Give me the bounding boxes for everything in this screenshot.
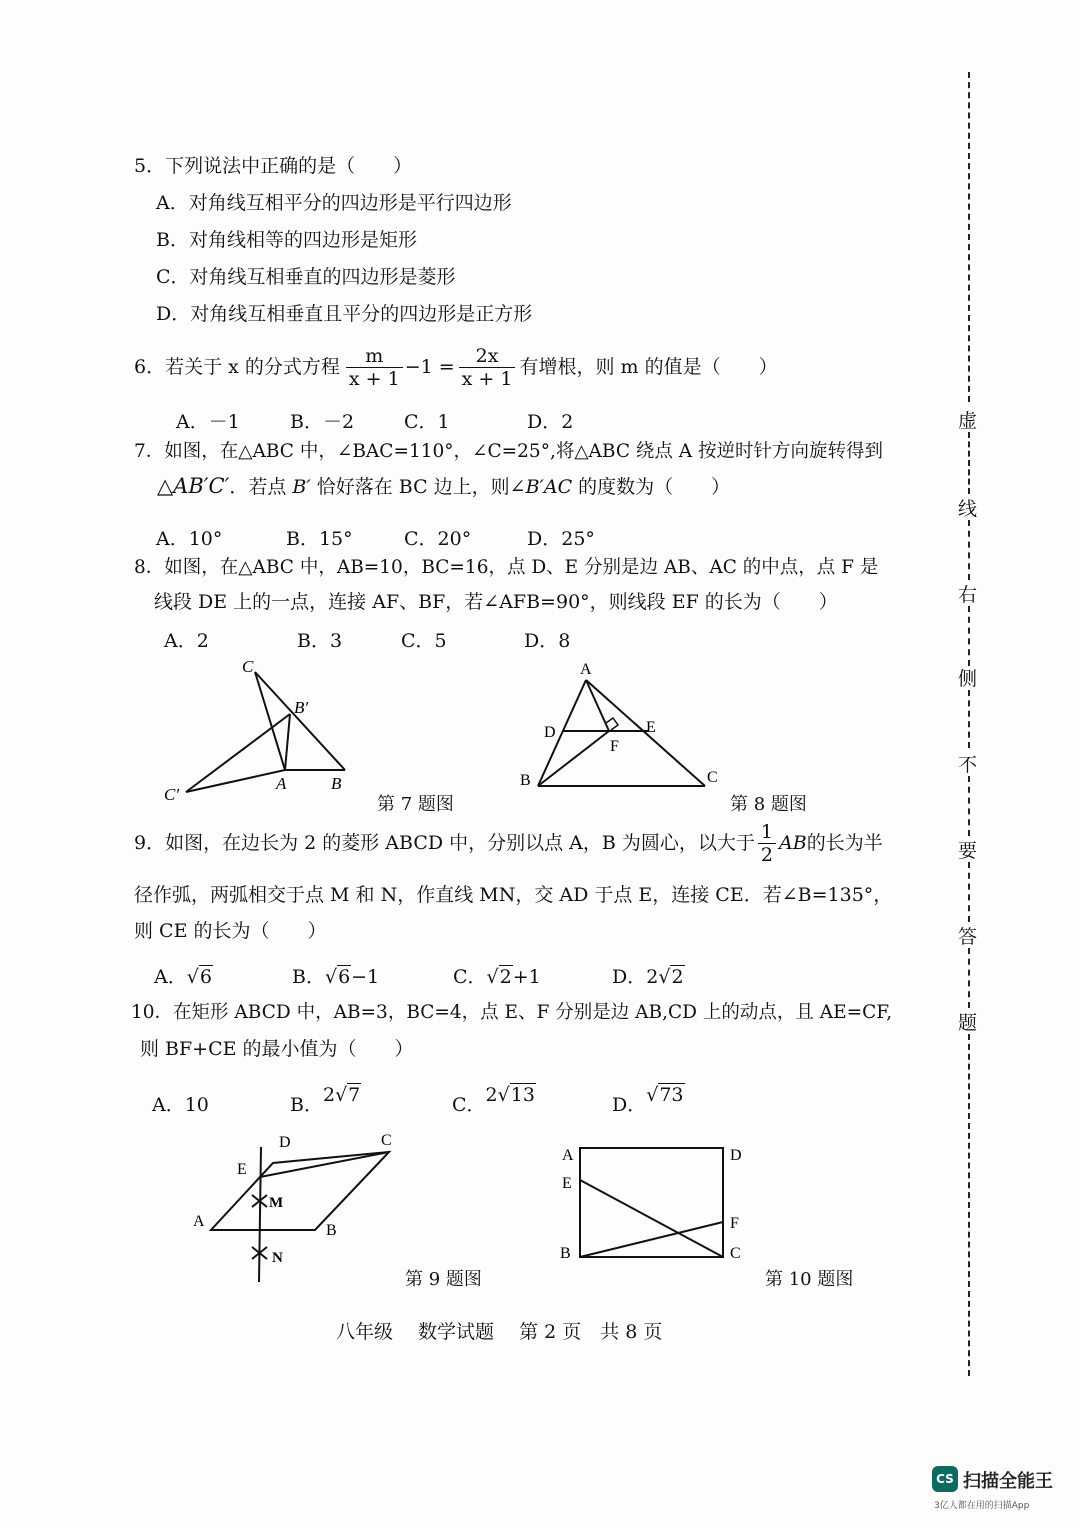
q10-option-c — [452, 1080, 536, 1116]
q8-option-b: B．3 — [297, 630, 343, 652]
fig8-label-e: E — [646, 719, 656, 736]
radical-sign: √ — [324, 966, 338, 988]
q10-option-b-radicand: 7 — [348, 1084, 361, 1106]
q10-option-c-label: C． — [452, 1094, 486, 1116]
figure-10-caption: 第 10 题图 — [765, 1269, 854, 1290]
q9-line-1-post: 的长为半 — [806, 832, 883, 854]
fig7-label-a: A — [276, 774, 287, 793]
q6-stem-post: 有增根，则 m 的值是（ ） — [519, 356, 778, 378]
fig10-label-c: C — [730, 1245, 741, 1262]
fig7-label-b: B — [331, 774, 342, 793]
q9-fraction-numerator: 1 — [758, 821, 776, 844]
q9-option-b-radicand: 6 — [338, 966, 351, 988]
side-dashed-line-segment — [968, 432, 970, 494]
side-dashed-line-segment — [968, 690, 970, 748]
fig10-segment-e-c — [580, 1180, 723, 1257]
side-dashed-line-segment — [968, 72, 970, 402]
figure-8-caption: 第 8 题图 — [730, 794, 807, 815]
radical-sign: √ — [335, 1084, 348, 1106]
q9-line-1 — [134, 815, 883, 871]
q7-line-2-c: 恰好落在 BC 边上，则 — [310, 476, 510, 498]
q10-option-b-label: B． — [290, 1094, 323, 1116]
q9-option-d-coefficient: 2 — [646, 966, 659, 988]
q9-option-b-tail: −1 — [351, 966, 380, 988]
q10-option-b-coefficient: 2 — [322, 1084, 336, 1106]
q9-option-a-radicand: 6 — [199, 966, 212, 988]
q6-stem — [134, 342, 778, 392]
q7-line-1: 7．如图，在△ABC 中，∠BAC=110°，∠C=25°,将△ABC 绕点 A 按逆时针方向旋转得到 — [134, 441, 884, 462]
q9-option-d-radicand: 2 — [671, 966, 684, 988]
figure-9-caption: 第 9 题图 — [405, 1269, 482, 1290]
q9-fraction-denominator: 2 — [760, 843, 774, 866]
side-dashed-line-segment — [968, 862, 970, 922]
side-char-7: 答 — [958, 926, 978, 948]
fig9-label-b: B — [326, 1222, 337, 1239]
radical-sign: √ — [658, 966, 671, 988]
fig8-label-a: A — [580, 661, 592, 678]
figure-8 — [510, 652, 730, 792]
q8-line-1: 8．如图，在△ABC 中，AB=10，BC=16，点 D、E 分别是边 AB、AC 的中点，点 F 是 — [134, 557, 879, 578]
fig9-label-d: D — [279, 1134, 291, 1151]
q7-line-2-e: 的度数为（ ） — [572, 476, 731, 498]
fig9-label-m: M — [269, 1195, 284, 1211]
q7-point-b-prime: B′ — [292, 476, 311, 498]
radical-sign: √ — [497, 1084, 510, 1106]
side-dashed-line-segment — [968, 1034, 970, 1376]
figure-7-caption: 第 7 题图 — [377, 794, 454, 815]
fig9-label-c: C — [381, 1132, 392, 1149]
fig9-line-mn — [259, 1147, 261, 1282]
q9-option-a-label: A． — [154, 966, 187, 988]
fig7-label-c: C — [242, 657, 254, 676]
fig7-segment-bp-a — [285, 714, 290, 770]
side-dashed-line-segment — [968, 606, 970, 666]
q7-option-b: B．15° — [286, 528, 353, 550]
side-char-1: 虚 — [958, 410, 978, 432]
camscanner-logo-icon: CS — [932, 1466, 958, 1492]
q6-fraction-2 — [459, 345, 516, 390]
q9-option-b-label: B． — [292, 966, 325, 988]
q10-option-b — [290, 1080, 361, 1116]
q10-option-a: A．10 — [152, 1094, 209, 1116]
figure-7 — [150, 650, 380, 810]
q8-line-2: 线段 DE 上的一点，连接 AF、BF，若∠AFB=90°，则线段 EF 的长为（ ） — [154, 591, 838, 613]
radical-sign: √ — [646, 1084, 659, 1106]
side-char-3: 右 — [958, 584, 978, 606]
q10-option-d-radicand: 73 — [659, 1084, 684, 1106]
side-char-8: 题 — [958, 1012, 978, 1034]
q7-triangle-abc-prime: △AB′C′ — [157, 474, 230, 498]
q10-option-d — [612, 1080, 685, 1116]
q5-option-d: D．对角线互相垂直且平分的四边形是正方形 — [156, 303, 533, 325]
fig10-rectangle-abcd — [580, 1148, 723, 1257]
q6-fraction-2-numerator: 2x — [459, 345, 516, 368]
q10-line-2: 则 BF+CE 的最小值为（ ） — [140, 1038, 414, 1060]
radical-sign: √ — [486, 966, 499, 988]
q9-option-c — [453, 962, 541, 989]
q7-angle-bac: ∠B′AC — [509, 476, 573, 498]
q7-option-c: C．20° — [404, 528, 472, 550]
q10-option-c-radicand: 13 — [510, 1084, 535, 1106]
q9-fraction-half — [758, 821, 776, 866]
figure-9 — [185, 1125, 415, 1287]
fig9-label-a: A — [193, 1213, 205, 1230]
fig7-segment-c-b — [255, 672, 345, 770]
radical-sign: √ — [186, 966, 199, 988]
fig10-label-d: D — [730, 1147, 742, 1164]
fig7-label-b-prime: B′ — [294, 698, 309, 717]
fig8-label-b: B — [520, 772, 531, 789]
q6-option-d: D．2 — [527, 411, 574, 433]
side-char-2: 线 — [958, 498, 978, 520]
q9-option-a — [154, 962, 213, 989]
fig10-label-a: A — [562, 1147, 574, 1164]
fig10-segment-b-f — [580, 1222, 723, 1257]
q6-fraction-2-denominator: x + 1 — [461, 367, 513, 390]
q5-option-a: A．对角线互相平分的四边形是平行四边形 — [156, 192, 512, 214]
q6-option-a: A．－1 — [176, 411, 240, 433]
q7-option-a: A．10° — [156, 528, 223, 550]
q8-option-a: A．2 — [164, 630, 209, 652]
q9-line-1-pre: 9．如图，在边长为 2 的菱形 ABCD 中，分别以点 A，B 为圆心，以大于 — [134, 832, 755, 854]
q8-option-d: D．8 — [524, 630, 571, 652]
side-dashed-line-segment — [968, 776, 970, 836]
q7-line-2-a: ．若点 — [229, 476, 293, 498]
q9-option-d-label: D． — [612, 966, 647, 988]
watermark-brand: 扫描全能王 — [963, 1471, 1053, 1492]
q9-segment-ab: AB — [779, 832, 807, 854]
q9-option-d — [612, 962, 685, 989]
q7-line-2 — [157, 474, 730, 499]
fig9-label-e: E — [237, 1161, 247, 1178]
figure-10 — [555, 1140, 755, 1265]
fig9-label-n: N — [272, 1250, 283, 1266]
watermark-tagline: 3亿人都在用的扫描App — [934, 1501, 1030, 1511]
q10-option-d-label: D． — [612, 1094, 647, 1116]
q6-option-c: C．1 — [404, 411, 450, 433]
q6-fraction-1-numerator: m — [346, 345, 403, 368]
q10-option-c-coefficient: 2 — [485, 1084, 498, 1106]
side-dashed-line-segment — [968, 520, 970, 580]
q6-fraction-1 — [346, 345, 403, 390]
q5-option-b: B．对角线相等的四边形是矩形 — [156, 229, 417, 251]
fig8-label-c: C — [707, 769, 718, 786]
side-char-4: 侧 — [958, 668, 978, 690]
q9-option-c-label: C． — [453, 966, 487, 988]
side-dashed-line-segment — [968, 948, 970, 1008]
q8-option-c: C．5 — [401, 630, 447, 652]
side-char-6: 要 — [958, 840, 978, 862]
q9-option-b — [292, 962, 379, 989]
page-footer: 八年级 数学试题 第 2 页 共 8 页 — [336, 1321, 663, 1343]
fig8-segment-a-f — [586, 680, 609, 731]
q5-option-c: C．对角线互相垂直的四边形是菱形 — [156, 266, 456, 288]
q6-fraction-1-denominator: x + 1 — [348, 367, 400, 390]
q10-line-1: 10．在矩形 ABCD 中，AB=3，BC=4，点 E、F 分别是边 AB,CD 上的动点，且 AE=CF, — [131, 1002, 893, 1023]
q6-option-b: B．－2 — [290, 411, 355, 433]
fig8-label-f: F — [610, 738, 619, 755]
fig10-label-e: E — [562, 1175, 572, 1192]
q9-option-c-tail: +1 — [512, 966, 541, 988]
q9-line-3: 则 CE 的长为（ ） — [134, 920, 327, 942]
fig8-label-d: D — [544, 724, 556, 741]
q9-option-c-radicand: 2 — [499, 966, 512, 988]
fig10-label-b: B — [560, 1245, 571, 1262]
fig7-label-c-prime: C′ — [164, 785, 180, 804]
q6-stem-pre: 6．若关于 x 的分式方程 — [134, 356, 340, 378]
q9-line-2: 径作弧，两弧相交于点 M 和 N，作直线 MN，交 AD 于点 E，连接 CE．若∠B=135°， — [134, 884, 893, 906]
fig10-label-f: F — [730, 1215, 739, 1232]
side-char-5: 不 — [958, 754, 978, 776]
q7-option-d: D．25° — [527, 528, 595, 550]
q5-stem: 5．下列说法中正确的是（ ） — [134, 155, 413, 177]
q6-stem-mid: −1 = — [404, 356, 455, 378]
